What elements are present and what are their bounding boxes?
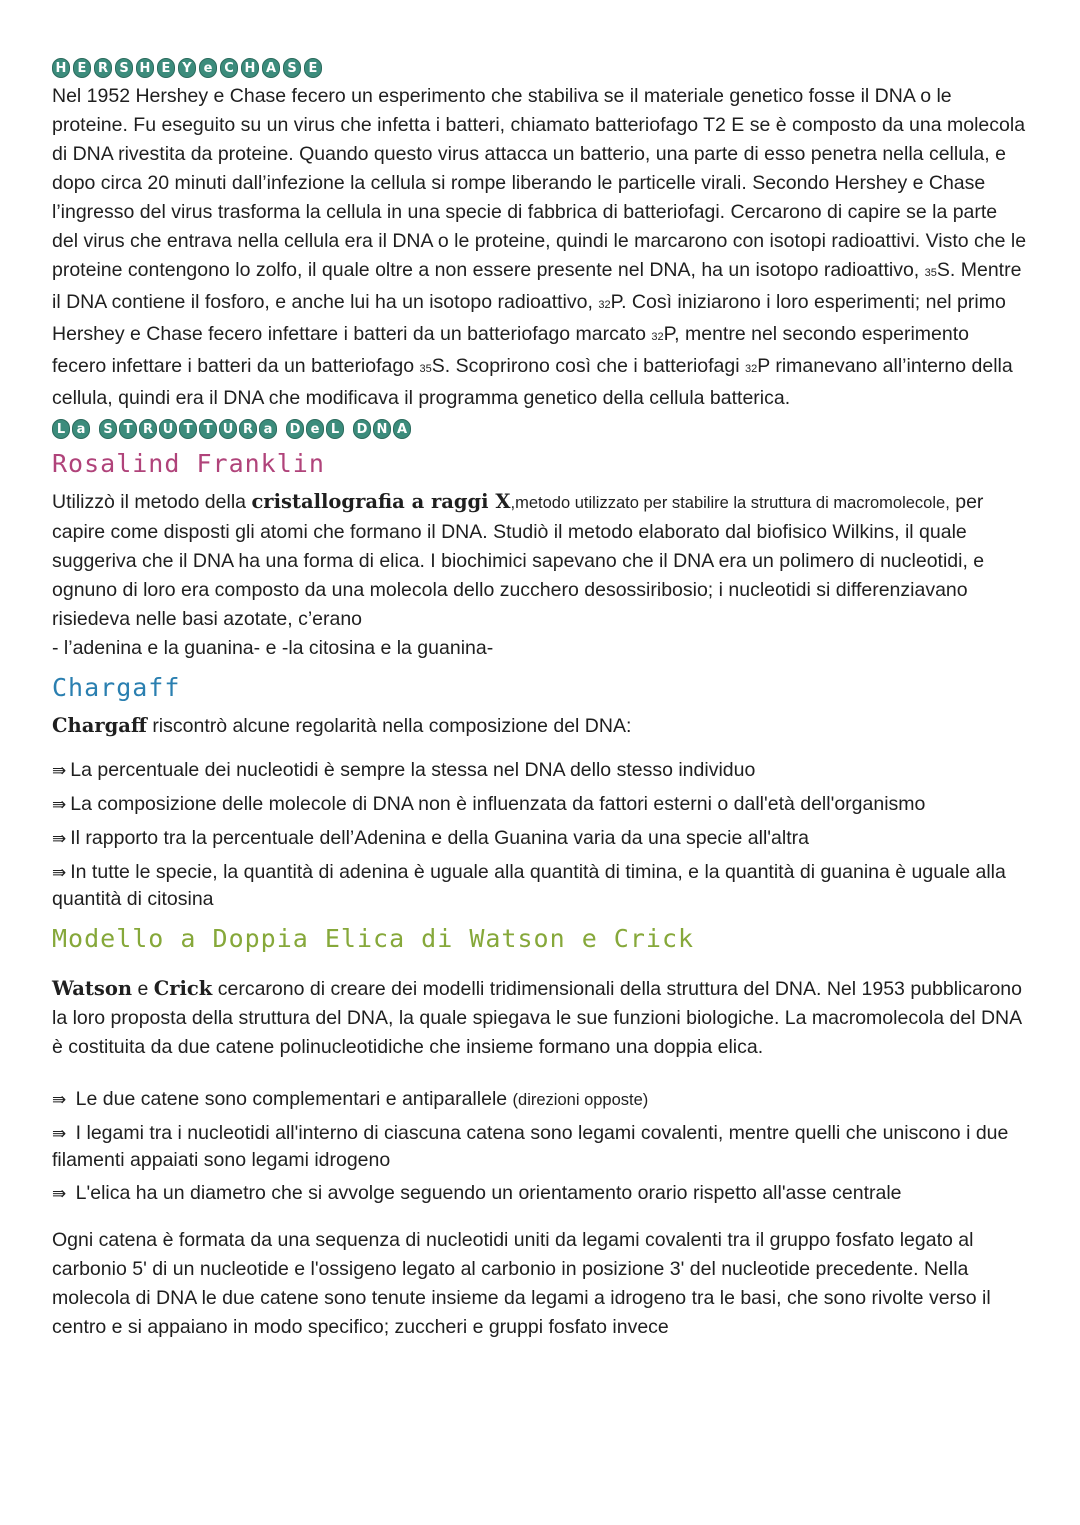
watson-list (52, 1086, 1028, 1207)
watson-final-paragraph: Ogni catena è formata da una sequenza di nucleotidi uniti da legami covalenti tra il gruppo fosfato legato al carbonio 5' di un nucleotide e l'ossigeno legato al carbonio in posizione 3' del nucleotide precedente. Nella molecola di DNA le due catene sono tenute insieme da legami a idrogeno tra le basi, che sono rivolte verso il centro e si appaiano in modo specifico; zuccheri e gruppi fosfato invece (52, 1229, 991, 1338)
arrow-icon: ⇛ (52, 829, 67, 849)
text: - l’adenina e la guanina- e -la citosina e la guanina- (52, 637, 494, 659)
heading-letter: U (219, 419, 237, 439)
text: riscontrò alcune regolarità nella composizione del DNA: (152, 715, 632, 737)
text: S. Mentre il DNA contiene il fosforo, e anche lui ha un isotopo radioattivo, (52, 259, 1022, 313)
text: La composizione delle molecole di DNA non è influenzata da fattori esterni o dall'età dell'organismo (70, 793, 926, 815)
heading-watson-crick: Modello a Doppia Elica di Watson e Crick (52, 924, 695, 953)
heading-letter: E (157, 58, 175, 78)
text: S. Scoprirono così che i batteriofagi (431, 355, 740, 377)
heading-letter: E (73, 58, 91, 78)
list-item (52, 825, 1028, 852)
heading-letter: R (239, 419, 257, 439)
heading-letter: A (262, 58, 280, 78)
arrow-icon: ⇛ (52, 795, 67, 815)
heading-struttura-dna (52, 419, 1028, 439)
heading-letter: H (241, 58, 259, 78)
bold-term: Chargaff (52, 714, 147, 737)
heading-letter: L (326, 419, 344, 439)
text: P, mentre nel secondo esperimento fecero infettare i batteri da un batteriofago (52, 323, 969, 377)
text: Il rapporto tra la percentuale dell’Adenina e della Guanina varia da una specie all'altra (70, 827, 809, 849)
heading-letter: S (115, 58, 133, 78)
heading-chargaff: Chargaff (52, 673, 181, 702)
arrow-icon: ⇛ (52, 863, 67, 883)
heading-letter: Y (178, 58, 196, 78)
arrow-icon: ⇛ (52, 1124, 67, 1144)
text: P rimanevano all’interno della cellula, quindi era il DNA che modificava il programma genetico della cellula batterica. (52, 355, 1013, 409)
heading-letter: e (306, 419, 324, 439)
list-item (52, 791, 1028, 818)
heading-letter: H (136, 58, 154, 78)
heading-letter: T (119, 419, 137, 439)
heading-letter: H (52, 58, 70, 78)
bold-term: cristallografia a raggi X (251, 490, 511, 513)
chargaff-intro (52, 711, 1028, 741)
isotope-subscript: 32 (745, 363, 758, 375)
list-item (52, 1120, 1028, 1173)
heading-letter: R (139, 419, 157, 439)
watson-intro (52, 974, 1028, 1062)
heading-letter: N (373, 419, 391, 439)
text: (direzioni opposte) (512, 1091, 649, 1109)
heading-letter: L (52, 419, 70, 439)
isotope-subscript: 35 (924, 267, 937, 279)
heading-letter: A (393, 419, 411, 439)
heading-letter: S (99, 419, 117, 439)
franklin-paragraph (52, 487, 1028, 663)
text: cercarono di creare dei modelli tridimensionali della struttura del DNA. Nel 1953 pubblicarono la loro proposta della struttura del DNA, la quale spiegava le sue funzioni biologiche. La macromolecola del DNA è costituita da due catene polinucleotidiche che insieme formano una doppia elica. (52, 978, 1022, 1058)
bold-term: Crick (153, 977, 213, 1000)
text: Utilizzò il metodo della (52, 491, 247, 513)
heading-letter: E (304, 58, 322, 78)
bold-term: Watson (52, 977, 133, 1000)
text: Nel 1952 Hershey e Chase fecero un esperimento che stabiliva se il materiale genetico fosse il DNA o le proteine. Fu eseguito su un virus che infetta i batteri, chiamato batteriofago T2 E se è composto da una molecola di DNA rivestita da proteine. Quando questo virus attacca un batterio, una parte di esso penetra nella cellula, e dopo circa 20 minuti dall’infezione la cellula si rompe liberando le particelle virali. Secondo Hershey e Chase l’ingresso del virus trasforma la cellula in una specie di fabbrica di batteriofagi. Cercarono di capire se la parte del virus che entrava nella cellula era il DNA o le proteine, quindi le marcarono con isotopi radioattivi. Visto che le proteine contengono lo zolfo, il quale oltre a non essere presente nel DNA, ha un isotopo radioattivo, (52, 85, 1027, 281)
text: I legami tra i nucleotidi all'interno di ciascuna catena sono legami covalenti, mentre quelli che uniscono i due filamenti appaiati sono legami idrogeno (52, 1122, 1009, 1171)
text: P. Così iniziarono i loro esperimenti; nel primo Hershey e Chase fecero infettare i batteri da un batteriofago marcato (52, 291, 1006, 345)
list-item (52, 757, 1028, 784)
list-item (52, 1180, 1028, 1207)
text: Le due catene sono complementari e antiparallele (75, 1088, 508, 1110)
heading-letter: U (159, 419, 177, 439)
arrow-icon: ⇛ (52, 1090, 67, 1110)
list-item (52, 1086, 1028, 1113)
heading-franklin: Rosalind Franklin (52, 449, 325, 478)
heading-letter: T (199, 419, 217, 439)
heading-letter: T (179, 419, 197, 439)
heading-letter: C (220, 58, 238, 78)
list-item (52, 859, 1028, 912)
chargaff-list (52, 757, 1028, 912)
heading-letter: S (283, 58, 301, 78)
text: e (137, 978, 149, 1000)
heading-letter: a (72, 419, 90, 439)
arrow-icon: ⇛ (52, 1184, 67, 1204)
isotope-subscript: 35 (419, 363, 432, 375)
text: L'elica ha un diametro che si avvolge seguendo un orientamento orario rispetto all'asse centrale (75, 1182, 902, 1204)
hershey-chase-paragraph (52, 82, 1028, 413)
heading-hershey-chase (52, 58, 1028, 78)
text: per capire come disposti gli atomi che formano il DNA. Studiò il metodo elaborato dal biofisico Wilkins, il quale suggeriva che il DNA ha una forma di elica. I biochimici sapevano che il DNA era un polimero di nucleotidi, e ognuno di loro era composto da una molecola dello zucchero desossiribosio; i nucleotidi si differenziavano risiedeva nelle basi azotate, c’erano (52, 491, 985, 630)
arrow-icon: ⇛ (52, 761, 67, 781)
text: La percentuale dei nucleotidi è sempre la stessa nel DNA dello stesso individuo (70, 759, 756, 781)
text: In tutte le specie, la quantità di adenina è uguale alla quantità di timina, e la quantità di guanina è uguale alla quantità di citosina (52, 861, 1006, 910)
heading-letter: R (94, 58, 112, 78)
isotope-subscript: 32 (651, 331, 664, 343)
heading-letter: a (259, 419, 277, 439)
isotope-subscript: 32 (598, 299, 611, 311)
heading-letter: D (353, 419, 371, 439)
heading-letter: e (199, 58, 217, 78)
text: ,metodo utilizzato per stabilire la struttura di macromolecole, (510, 494, 950, 512)
heading-letter: D (286, 419, 304, 439)
